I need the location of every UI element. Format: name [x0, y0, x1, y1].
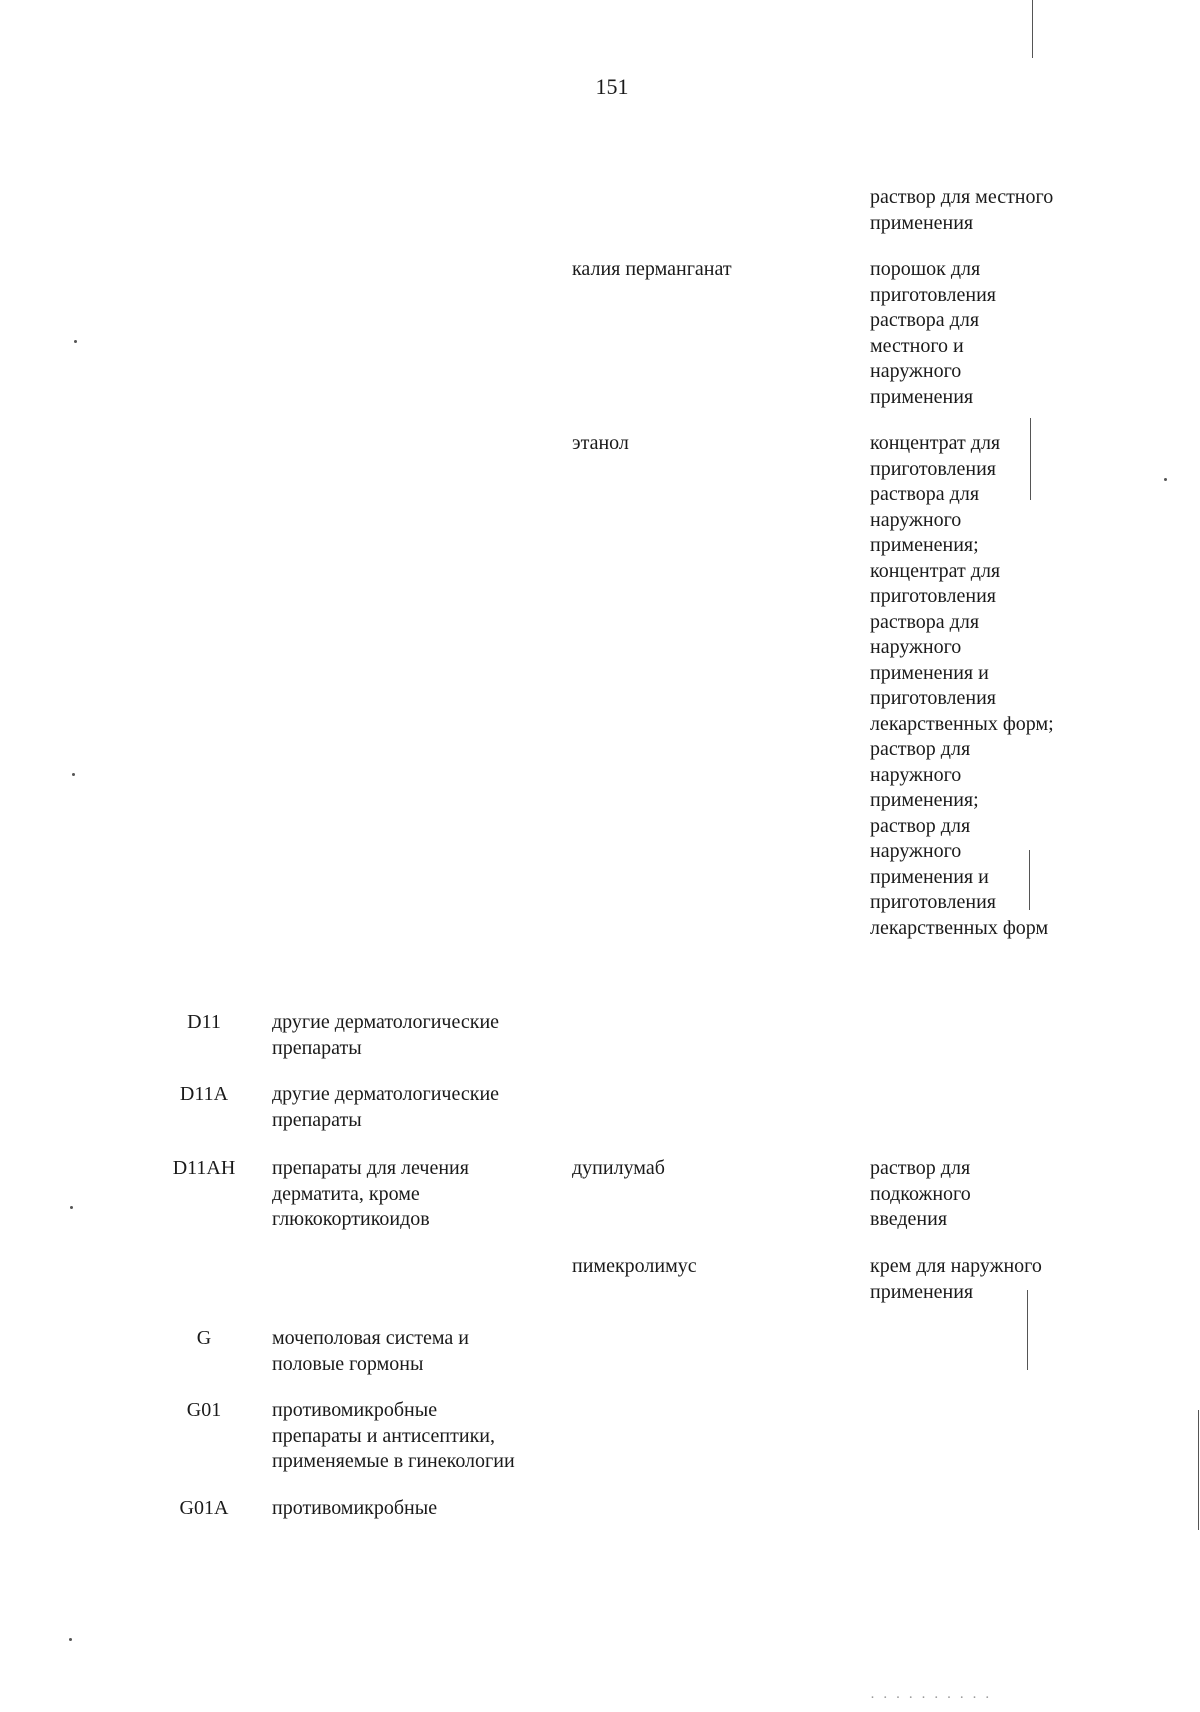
form-line: применения: [870, 385, 974, 408]
form-line: порошок для: [870, 258, 981, 280]
form-line: раствора для: [870, 483, 980, 505]
substance-line: дупилумаб: [572, 1157, 665, 1179]
substance-cell: [572, 1156, 862, 1182]
form-line: введения: [870, 1208, 948, 1230]
substance-line: пимекролимус: [572, 1255, 697, 1277]
description-line: глюкокортикоидов: [272, 1208, 430, 1230]
description-line: препараты и антисептики,: [272, 1424, 495, 1447]
scan-artifact-line: [1027, 1290, 1028, 1370]
group-description-cell: [272, 1496, 572, 1522]
scan-artifact-dot: [70, 1206, 73, 1209]
form-line: применения: [870, 1280, 974, 1303]
atc-code: G01: [186, 1399, 222, 1421]
form-line: применения;: [870, 789, 979, 811]
description-line: мочеполовая система и: [272, 1327, 469, 1349]
atc-code: G: [196, 1327, 212, 1349]
substance-cell: [572, 257, 862, 283]
form-line: подкожного: [870, 1182, 971, 1205]
dosage-form-cell: [870, 1254, 1100, 1305]
form-line: применения и: [870, 865, 989, 888]
scan-artifact-line: [1030, 418, 1031, 500]
dosage-form-cell: [870, 431, 1100, 941]
form-line: крем для наружного: [870, 1255, 1042, 1277]
description-line: противомикробные: [272, 1497, 438, 1519]
form-line: приготовления: [870, 687, 996, 709]
scan-artifact-line: [1032, 0, 1033, 58]
form-line: раствор для: [870, 1157, 971, 1179]
form-line: наружного: [870, 763, 962, 786]
substance-line: этанол: [572, 432, 629, 454]
form-line: лекарственных форм;: [870, 712, 1054, 735]
form-line: наружного: [870, 360, 962, 382]
form-line: лекарственных форм: [870, 916, 1049, 939]
description-line: дерматита, кроме: [272, 1182, 420, 1205]
atc-code-cell: [160, 1326, 248, 1352]
atc-code: D11: [187, 1011, 221, 1033]
form-line: применения;: [870, 534, 979, 556]
atc-code: D11A: [179, 1083, 229, 1105]
description-line: половые гормоны: [272, 1352, 424, 1375]
dosage-form-cell: [870, 1156, 1100, 1233]
form-line: раствор для: [870, 738, 971, 760]
atc-code-cell: [160, 1010, 248, 1036]
description-line: противомикробные: [272, 1399, 438, 1421]
dosage-form-cell: [870, 185, 1100, 236]
form-line: концентрат для: [870, 559, 1001, 582]
description-line: другие дерматологические: [272, 1011, 500, 1033]
scan-artifact-line: [1029, 850, 1030, 910]
description-line: другие дерматологические: [272, 1083, 500, 1105]
form-line: применения: [870, 211, 974, 234]
form-line: наружного: [870, 840, 962, 862]
form-line: местного и: [870, 334, 964, 357]
description-line: препараты для лечения: [272, 1157, 469, 1179]
group-description-cell: [272, 1082, 572, 1133]
atc-code-cell: [160, 1156, 248, 1182]
description-line: применяемые в гинекологии: [272, 1450, 515, 1472]
form-line: раствора для: [870, 610, 980, 633]
atc-code: D11AH: [172, 1157, 236, 1179]
group-description-cell: [272, 1156, 572, 1233]
form-line: приготовления: [870, 457, 996, 480]
group-description-cell: [272, 1010, 572, 1061]
description-line: препараты: [272, 1036, 362, 1059]
form-line: приготовления: [870, 585, 996, 607]
scan-artifact-dot: [74, 340, 77, 343]
form-line: концентрат для: [870, 432, 1001, 454]
scan-artifact-dot: [72, 773, 75, 776]
group-description-cell: [272, 1398, 572, 1475]
scan-artifact-dot: [69, 1638, 72, 1641]
form-line: применения и: [870, 661, 989, 684]
scan-artifact-line: [1198, 1410, 1199, 1530]
atc-code-cell: [160, 1398, 248, 1424]
dosage-form-cell: [870, 257, 1100, 410]
form-line: раствор для местного: [870, 186, 1054, 208]
atc-code: G01A: [179, 1497, 229, 1519]
form-line: приготовления: [870, 891, 996, 913]
form-line: раствора для: [870, 309, 980, 331]
form-line: наружного: [870, 508, 962, 531]
form-line: раствор для: [870, 814, 971, 837]
form-line: приготовления: [870, 283, 996, 306]
atc-code-cell: [160, 1082, 248, 1108]
form-line: наружного: [870, 636, 962, 658]
scan-artifact-dot: [1164, 478, 1167, 481]
description-line: препараты: [272, 1108, 362, 1131]
substance-line: калия перманганат: [572, 258, 732, 280]
group-description-cell: [272, 1326, 572, 1377]
page-number: 151: [595, 74, 629, 99]
atc-code-cell: [160, 1496, 248, 1522]
scan-noise: · · · · · · · · · ·: [870, 1690, 992, 1706]
substance-cell: [572, 431, 862, 457]
substance-cell: [572, 1254, 862, 1280]
